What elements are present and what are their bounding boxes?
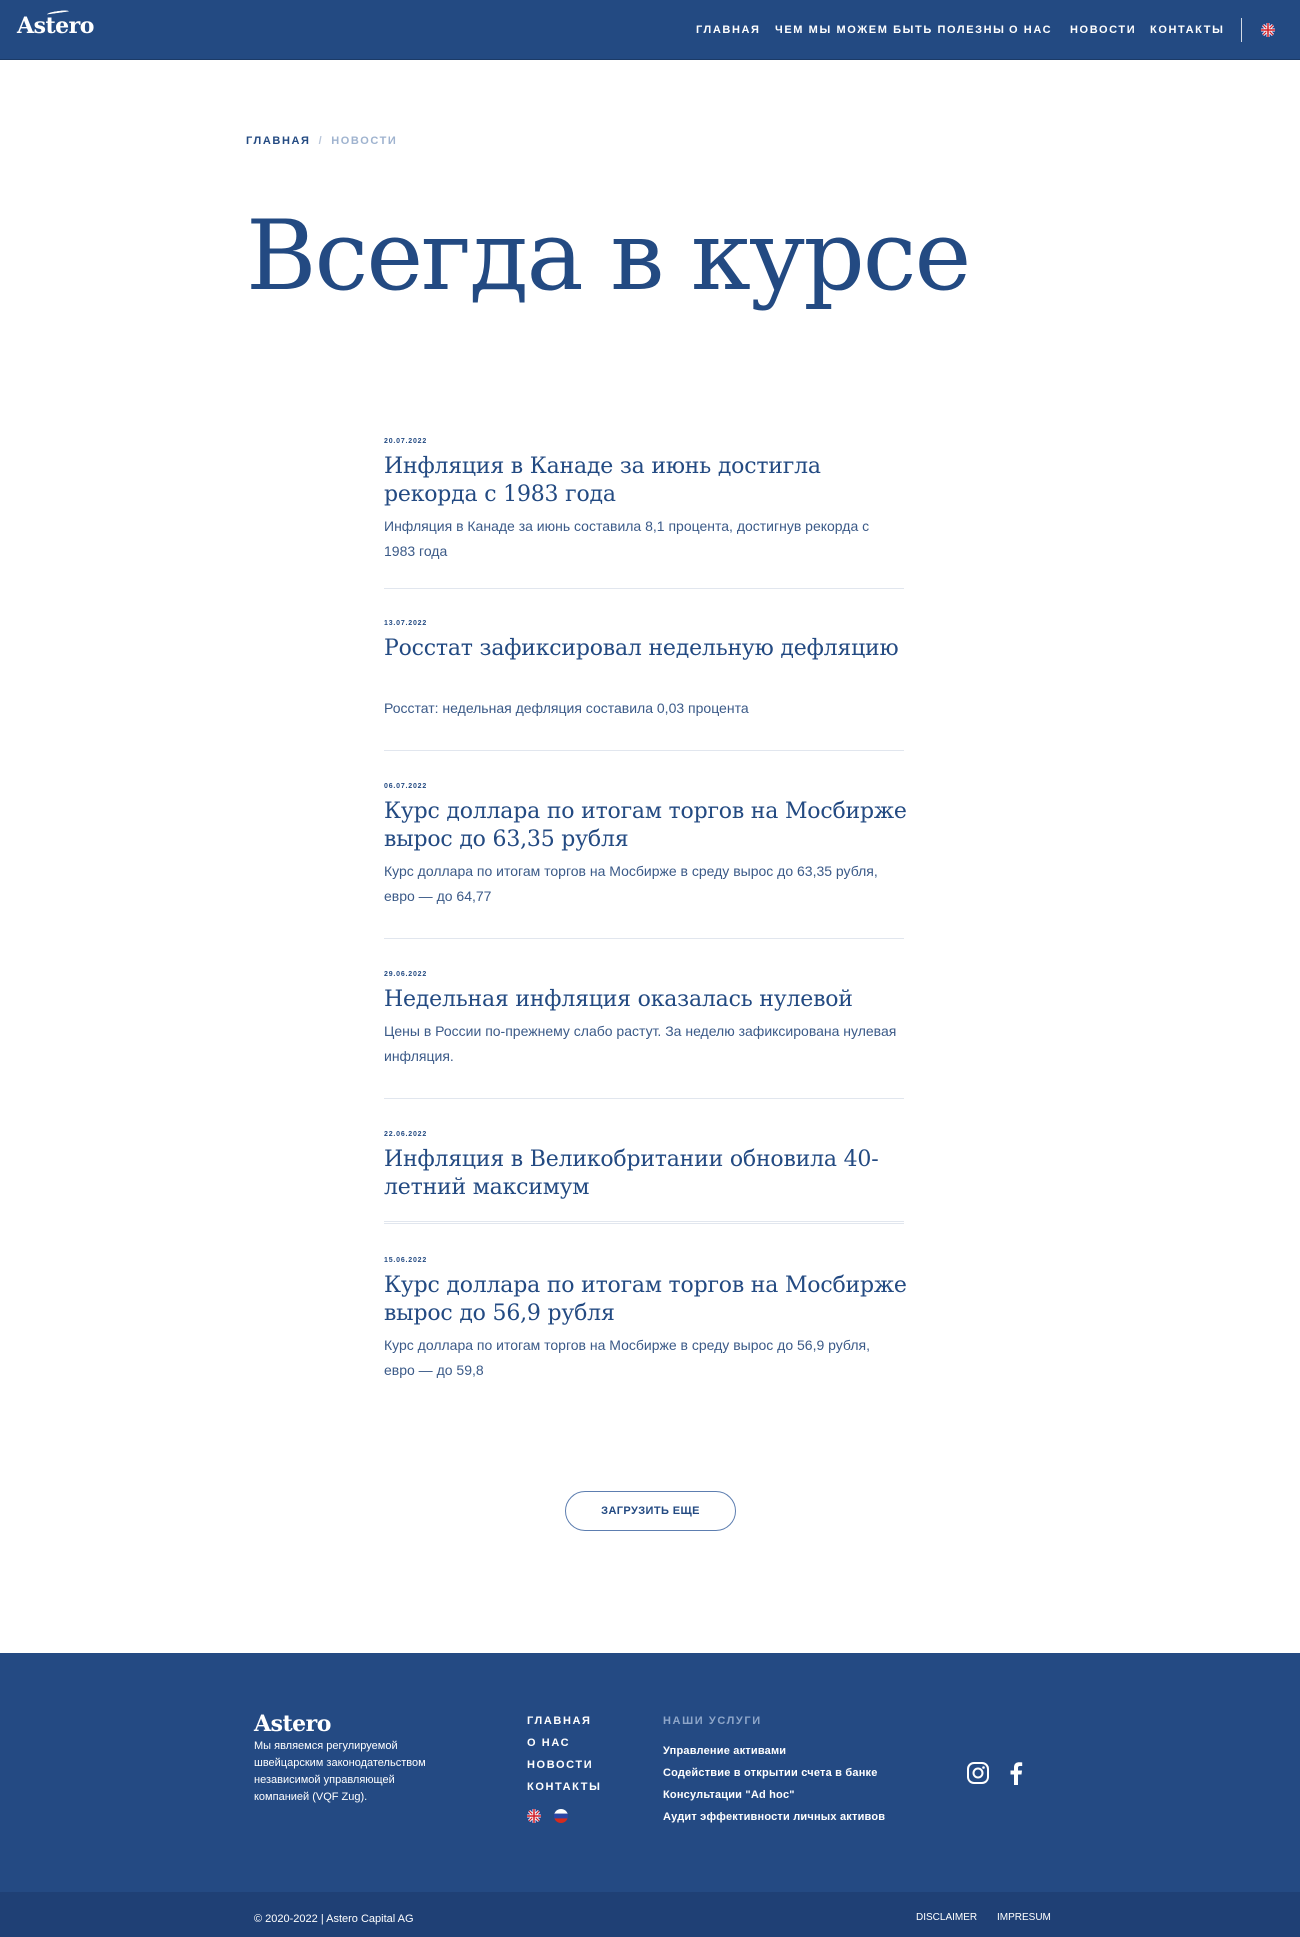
news-title[interactable]: Курс доллара по итогам торгов на Мосбирже вырос до 63,35 рубля xyxy=(384,799,907,852)
service-link[interactable]: Содействие в открытии счета в банке xyxy=(663,1767,878,1779)
nav-item-contacts[interactable]: КОНТАКТЫ xyxy=(1150,24,1225,36)
news-item[interactable] xyxy=(384,1257,907,1387)
news-item[interactable] xyxy=(384,783,907,939)
footer-bottom-bar xyxy=(0,1892,1300,1937)
news-title[interactable]: Недельная инфляция оказалась нулевой xyxy=(384,987,853,1012)
footer-nav-contacts[interactable]: КОНТАКТЫ xyxy=(527,1781,602,1793)
brand-logo[interactable]: Astero xyxy=(17,13,94,39)
breadcrumb xyxy=(246,135,397,147)
footer-nav-home[interactable]: ГЛАВНАЯ xyxy=(527,1715,592,1727)
news-excerpt: Цены в России по-прежнему слабо растут. За неделю зафиксирована нулевая инфляция. xyxy=(384,1023,897,1064)
instagram-icon[interactable] xyxy=(966,1761,990,1790)
uk-flag-icon[interactable] xyxy=(527,1809,541,1823)
news-item[interactable] xyxy=(384,971,904,1099)
copyright: © 2020-2022 | Astero Capital AG xyxy=(254,1913,414,1925)
news-date: 29.06.2022 xyxy=(384,971,428,978)
nav-item-home[interactable]: ГЛАВНАЯ xyxy=(696,24,761,36)
service-link[interactable]: Консультации "Ad hoc" xyxy=(663,1789,795,1801)
news-excerpt: Росстат: недельная дефляция составила 0,03 процента xyxy=(384,700,749,716)
news-date: 13.07.2022 xyxy=(384,620,428,627)
footer-about: Мы являемся регулируемой швейцарским законодательством независимой управляющей компанией (VQF Zug). xyxy=(254,1740,426,1803)
page-title: Всегда в курсе xyxy=(246,200,970,312)
nav-item-about[interactable]: О НАС xyxy=(1009,24,1053,36)
news-excerpt: Курс доллара по итогам торгов на Мосбирже в среду вырос до 56,9 рубля, евро — до 59,8 xyxy=(384,1337,870,1378)
nav-item-services[interactable]: ЧЕМ МЫ МОЖЕМ БЫТЬ ПОЛЕЗНЫ xyxy=(775,24,1006,36)
news-item[interactable] xyxy=(384,1131,904,1224)
news-item[interactable] xyxy=(384,438,904,589)
news-excerpt: Инфляция в Канаде за июнь составила 8,1 процента, достигнув рекорда с 1983 года xyxy=(384,518,870,559)
breadcrumb-separator: / xyxy=(318,135,324,147)
russia-flag-icon[interactable] xyxy=(554,1809,568,1823)
disclaimer-link[interactable]: DISCLAIMER xyxy=(916,1912,978,1923)
uk-flag-icon[interactable] xyxy=(1261,23,1275,37)
footer-logo[interactable]: Astero xyxy=(254,1711,331,1737)
footer-nav-news[interactable]: НОВОСТИ xyxy=(527,1759,594,1771)
news-item[interactable] xyxy=(384,620,904,751)
service-link[interactable]: Управление активами xyxy=(663,1745,787,1757)
facebook-icon[interactable] xyxy=(1006,1761,1026,1790)
news-excerpt: Курс доллара по итогам торгов на Мосбирже в среду вырос до 63,35 рубля, евро — до 64,77 xyxy=(384,863,878,904)
site-header xyxy=(0,0,1300,60)
news-title[interactable]: Росстат зафиксировал недельную дефляцию xyxy=(384,636,899,661)
news-title[interactable]: Инфляция в Великобритании обновила 40-летний максимум xyxy=(384,1147,879,1200)
impressum-link[interactable]: IMPRESUM xyxy=(997,1912,1051,1923)
news-date: 06.07.2022 xyxy=(384,783,428,790)
breadcrumb-home[interactable]: ГЛАВНАЯ xyxy=(246,135,311,147)
site-footer xyxy=(0,1653,1300,1892)
nav-divider xyxy=(1241,18,1242,42)
news-title[interactable]: Инфляция в Канаде за июнь достигла рекорда с 1983 года xyxy=(384,454,821,507)
news-date: 15.06.2022 xyxy=(384,1257,428,1264)
news-title[interactable]: Курс доллара по итогам торгов на Мосбирже вырос до 56,9 рубля xyxy=(384,1273,907,1326)
news-date: 22.06.2022 xyxy=(384,1131,428,1138)
news-date: 20.07.2022 xyxy=(384,438,428,445)
breadcrumb-current: НОВОСТИ xyxy=(331,135,398,147)
footer-nav-about[interactable]: О НАС xyxy=(527,1737,571,1749)
nav-item-news[interactable]: НОВОСТИ xyxy=(1070,24,1137,36)
load-more-button[interactable]: ЗАГРУЗИТЬ ЕЩЕ xyxy=(565,1491,736,1531)
service-link[interactable]: Аудит эффективности личных активов xyxy=(663,1811,886,1823)
footer-services-title: НАШИ УСЛУГИ xyxy=(663,1715,762,1727)
